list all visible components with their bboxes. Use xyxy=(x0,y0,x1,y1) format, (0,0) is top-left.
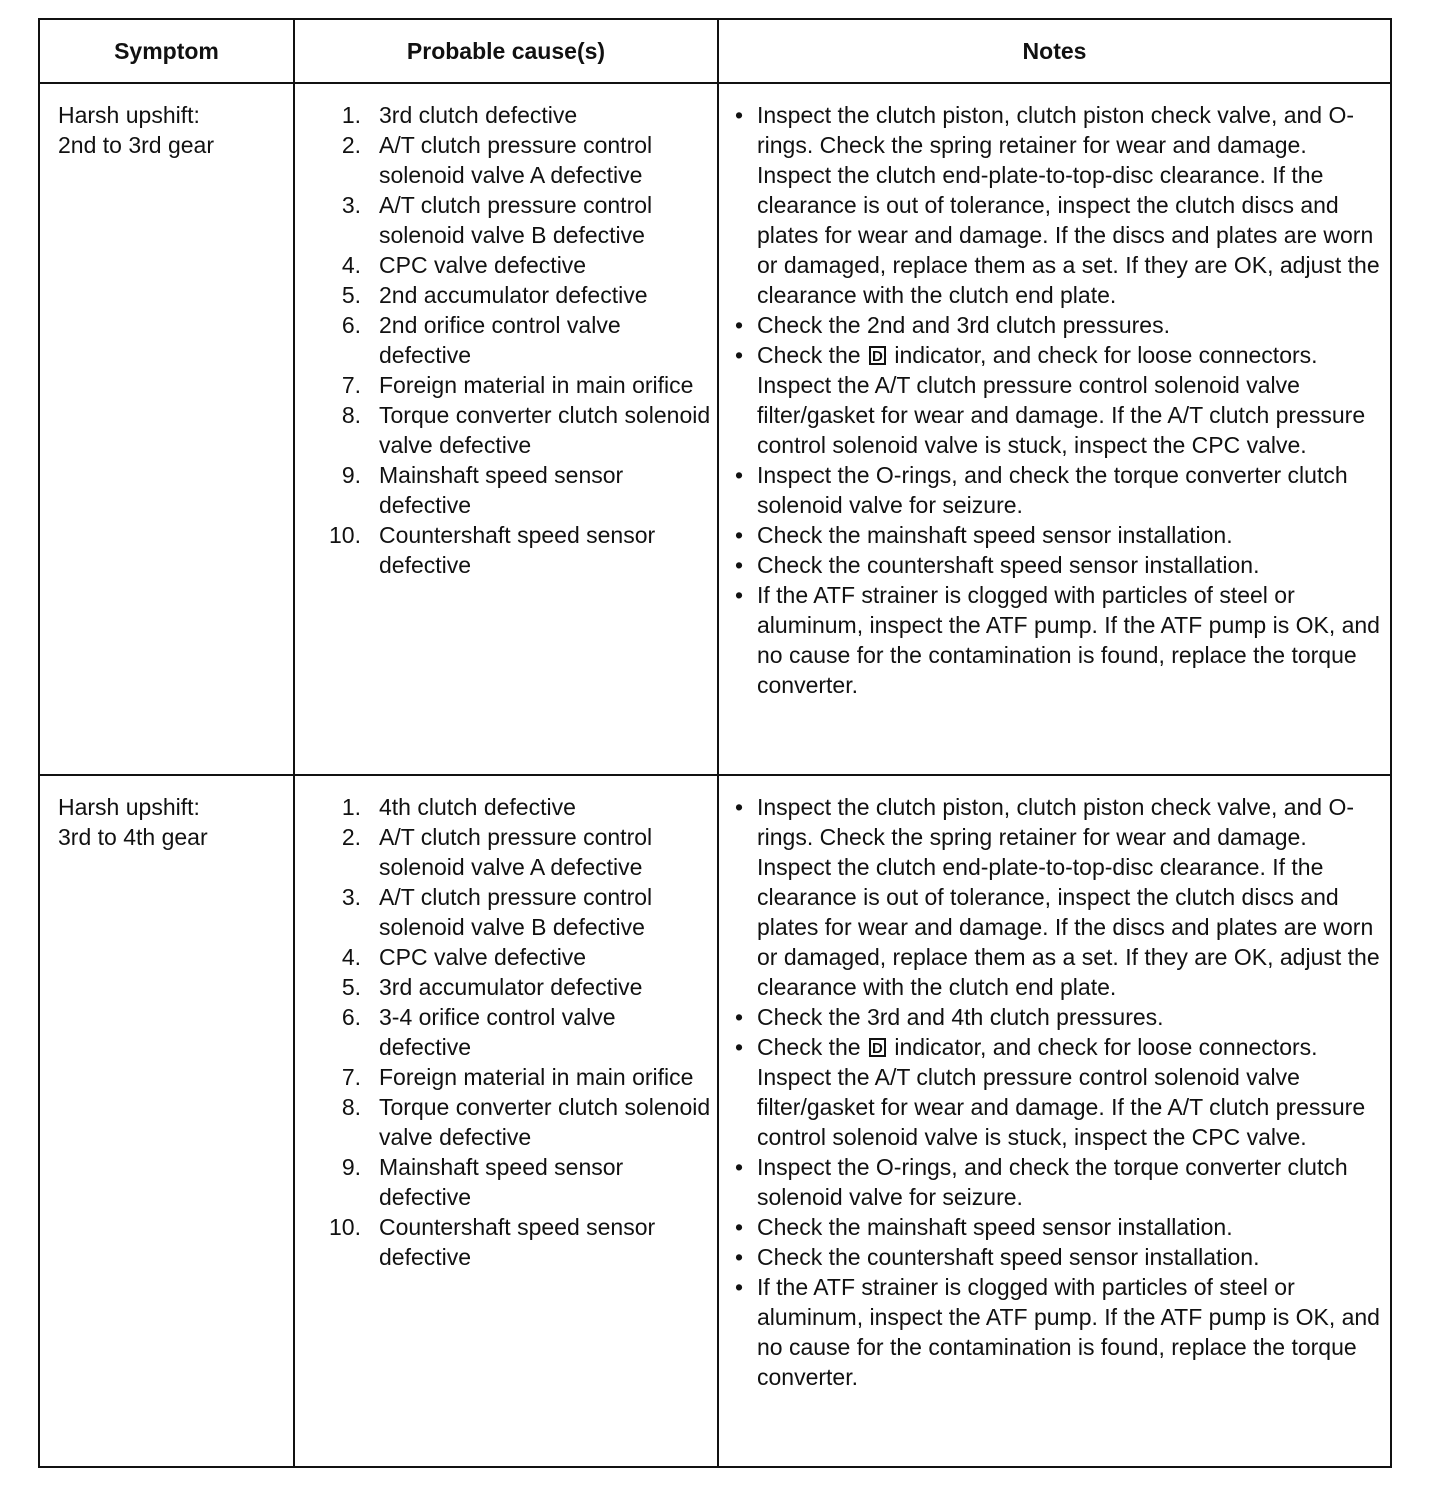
note-text: Check the 2nd and 3rd clutch pressures. xyxy=(757,312,1170,338)
causes-column-header: Probable cause(s) xyxy=(294,19,718,83)
causes-cell xyxy=(294,83,718,775)
bullet-icon: • xyxy=(735,522,744,548)
table-header-row xyxy=(39,19,1391,83)
note-text: Check the 3rd and 4th clutch pressures. xyxy=(757,1004,1164,1030)
cause-number: 10. xyxy=(329,1214,361,1240)
cause-item xyxy=(317,792,711,822)
bullet-icon: • xyxy=(735,1214,744,1240)
note-text: Inspect the clutch piston, clutch piston check valve, and O-rings. Check the spring retainer for wear and damage. Inspect the clutch end-plate-to-top-disc clearance. If the clearance is out of tolerance, inspect the clutch discs and plates for wear and damage. If the discs and plates are worn or damaged, replace them as a set. If they are OK, adjust the clearance with the clutch end plate. xyxy=(757,794,1380,1000)
notes-cell xyxy=(718,775,1391,1467)
cause-item xyxy=(317,1002,711,1062)
cause-text: A/T clutch pressure control solenoid valve B defective xyxy=(379,192,653,248)
cause-item xyxy=(317,882,711,942)
cause-item xyxy=(317,1212,711,1272)
cause-number: 3. xyxy=(341,884,361,910)
symptom-line: Harsh upshift: xyxy=(58,794,200,820)
bullet-icon: • xyxy=(735,342,744,368)
bullet-icon: • xyxy=(735,462,744,488)
cause-item xyxy=(317,130,711,190)
cause-number: 9. xyxy=(341,1154,361,1180)
note-item xyxy=(731,1002,1386,1032)
cause-item xyxy=(317,1092,711,1152)
cause-text: 4th clutch defective xyxy=(379,794,576,820)
note-item xyxy=(731,550,1386,580)
cause-text: A/T clutch pressure control solenoid valve A defective xyxy=(379,132,653,188)
cause-number: 7. xyxy=(341,372,361,398)
note-text-before: Check the xyxy=(757,1034,861,1060)
cause-text: Torque converter clutch solenoid valve defective xyxy=(379,402,711,458)
cause-text: Countershaft speed sensor defective xyxy=(379,522,656,578)
table-row xyxy=(39,83,1391,775)
cause-text: 3-4 orifice control valve defective xyxy=(379,1004,616,1060)
symptom-cell xyxy=(39,775,294,1467)
cause-number: 2. xyxy=(341,132,361,158)
cause-number: 8. xyxy=(341,1094,361,1120)
cause-item xyxy=(317,190,711,250)
table-row xyxy=(39,775,1391,1467)
cause-list xyxy=(317,792,711,1272)
cause-text: A/T clutch pressure control solenoid valve A defective xyxy=(379,824,653,880)
cause-item xyxy=(317,310,711,370)
note-text-after: indicator, and check for loose connectors. Inspect the A/T clutch pressure control solenoid valve filter/gasket for wear and damage. If the A/T clutch pressure control solenoid valve is stuck, inspect the CPC valve. xyxy=(757,342,1366,458)
note-item xyxy=(731,1032,1386,1152)
bullet-icon: • xyxy=(735,1274,744,1300)
bullet-icon: • xyxy=(735,1004,744,1030)
causes-cell xyxy=(294,775,718,1467)
bullet-icon: • xyxy=(735,312,744,338)
troubleshooting-page xyxy=(38,18,1390,1468)
note-item xyxy=(731,310,1386,340)
note-text: Inspect the O-rings, and check the torque converter clutch solenoid valve for seizure. xyxy=(757,462,1348,518)
note-text: If the ATF strainer is clogged with particles of steel or aluminum, inspect the ATF pump. If the ATF pump is OK, and no cause for the contamination is found, replace the torque converter. xyxy=(757,1274,1380,1390)
note-item xyxy=(731,792,1386,1002)
cause-item xyxy=(317,460,711,520)
cause-text: A/T clutch pressure control solenoid valve B defective xyxy=(379,884,653,940)
cause-list xyxy=(317,100,711,580)
cause-number: 1. xyxy=(341,794,361,820)
cause-text: Torque converter clutch solenoid valve defective xyxy=(379,1094,711,1150)
cause-text: Mainshaft speed sensor defective xyxy=(379,1154,624,1210)
cause-item xyxy=(317,972,711,1002)
note-item xyxy=(731,1152,1386,1212)
note-text: Check the mainshaft speed sensor installation. xyxy=(757,522,1233,548)
cause-item xyxy=(317,370,711,400)
cause-text: 2nd accumulator defective xyxy=(379,282,648,308)
symptom-line: 2nd to 3rd gear xyxy=(58,132,215,158)
cause-text: 3rd clutch defective xyxy=(379,102,578,128)
symptom-line: Harsh upshift: xyxy=(58,102,200,128)
note-item xyxy=(731,520,1386,550)
d-indicator-icon: D xyxy=(869,1038,886,1057)
cause-number: 9. xyxy=(341,462,361,488)
cause-item xyxy=(317,942,711,972)
symptom-line: 3rd to 4th gear xyxy=(58,824,208,850)
bullet-icon: • xyxy=(735,102,744,128)
bullet-icon: • xyxy=(735,794,744,820)
cause-number: 4. xyxy=(341,252,361,278)
cause-text: CPC valve defective xyxy=(379,252,587,278)
notes-cell xyxy=(718,83,1391,775)
note-item xyxy=(731,1272,1386,1392)
cause-number: 6. xyxy=(341,1004,361,1030)
note-text: Check the countershaft speed sensor installation. xyxy=(757,552,1260,578)
cause-item xyxy=(317,1152,711,1212)
cause-number: 4. xyxy=(341,944,361,970)
note-item xyxy=(731,340,1386,460)
note-text: Inspect the O-rings, and check the torque converter clutch solenoid valve for seizure. xyxy=(757,1154,1348,1210)
bullet-icon: • xyxy=(735,1154,744,1180)
symptom-column-header: Symptom xyxy=(39,19,294,83)
cause-text: CPC valve defective xyxy=(379,944,587,970)
cause-number: 7. xyxy=(341,1064,361,1090)
cause-number: 2. xyxy=(341,824,361,850)
cause-text: 2nd orifice control valve defective xyxy=(379,312,621,368)
note-list xyxy=(731,792,1386,1392)
cause-number: 5. xyxy=(341,282,361,308)
bullet-icon: • xyxy=(735,1244,744,1270)
note-item xyxy=(731,1212,1386,1242)
cause-number: 8. xyxy=(341,402,361,428)
bullet-icon: • xyxy=(735,582,744,608)
note-item xyxy=(731,580,1386,700)
d-indicator-icon: D xyxy=(869,346,886,365)
note-text: Check the mainshaft speed sensor installation. xyxy=(757,1214,1233,1240)
cause-item xyxy=(317,1062,711,1092)
cause-item xyxy=(317,280,711,310)
note-item xyxy=(731,1242,1386,1272)
troubleshooting-table xyxy=(38,18,1392,1468)
cause-text: Foreign material in main orifice xyxy=(379,1064,694,1090)
cause-item xyxy=(317,520,711,580)
symptom-cell xyxy=(39,83,294,775)
cause-text: Countershaft speed sensor defective xyxy=(379,1214,656,1270)
cause-number: 6. xyxy=(341,312,361,338)
bullet-icon: • xyxy=(735,552,744,578)
cause-text: Mainshaft speed sensor defective xyxy=(379,462,624,518)
cause-number: 3. xyxy=(341,192,361,218)
cause-number: 10. xyxy=(329,522,361,548)
cause-number: 1. xyxy=(341,102,361,128)
cause-text: Foreign material in main orifice xyxy=(379,372,694,398)
cause-item xyxy=(317,100,711,130)
note-text: Inspect the clutch piston, clutch piston check valve, and O-rings. Check the spring retainer for wear and damage. Inspect the clutch end-plate-to-top-disc clearance. If the clearance is out of tolerance, inspect the clutch discs and plates for wear and damage. If the discs and plates are worn or damaged, replace them as a set. If they are OK, adjust the clearance with the clutch end plate. xyxy=(757,102,1380,308)
note-item xyxy=(731,460,1386,520)
cause-item xyxy=(317,822,711,882)
note-text-after: indicator, and check for loose connectors. Inspect the A/T clutch pressure control solenoid valve filter/gasket for wear and damage. If the A/T clutch pressure control solenoid valve is stuck, inspect the CPC valve. xyxy=(757,1034,1366,1150)
cause-text: 3rd accumulator defective xyxy=(379,974,643,1000)
note-text-before: Check the xyxy=(757,342,861,368)
bullet-icon: • xyxy=(735,1034,744,1060)
cause-item xyxy=(317,250,711,280)
cause-number: 5. xyxy=(341,974,361,1000)
note-item xyxy=(731,100,1386,310)
note-text: Check the countershaft speed sensor installation. xyxy=(757,1244,1260,1270)
cause-item xyxy=(317,400,711,460)
note-text: If the ATF strainer is clogged with particles of steel or aluminum, inspect the ATF pump. If the ATF pump is OK, and no cause for the contamination is found, replace the torque converter. xyxy=(757,582,1380,698)
note-list xyxy=(731,100,1386,700)
notes-column-header: Notes xyxy=(718,19,1391,83)
